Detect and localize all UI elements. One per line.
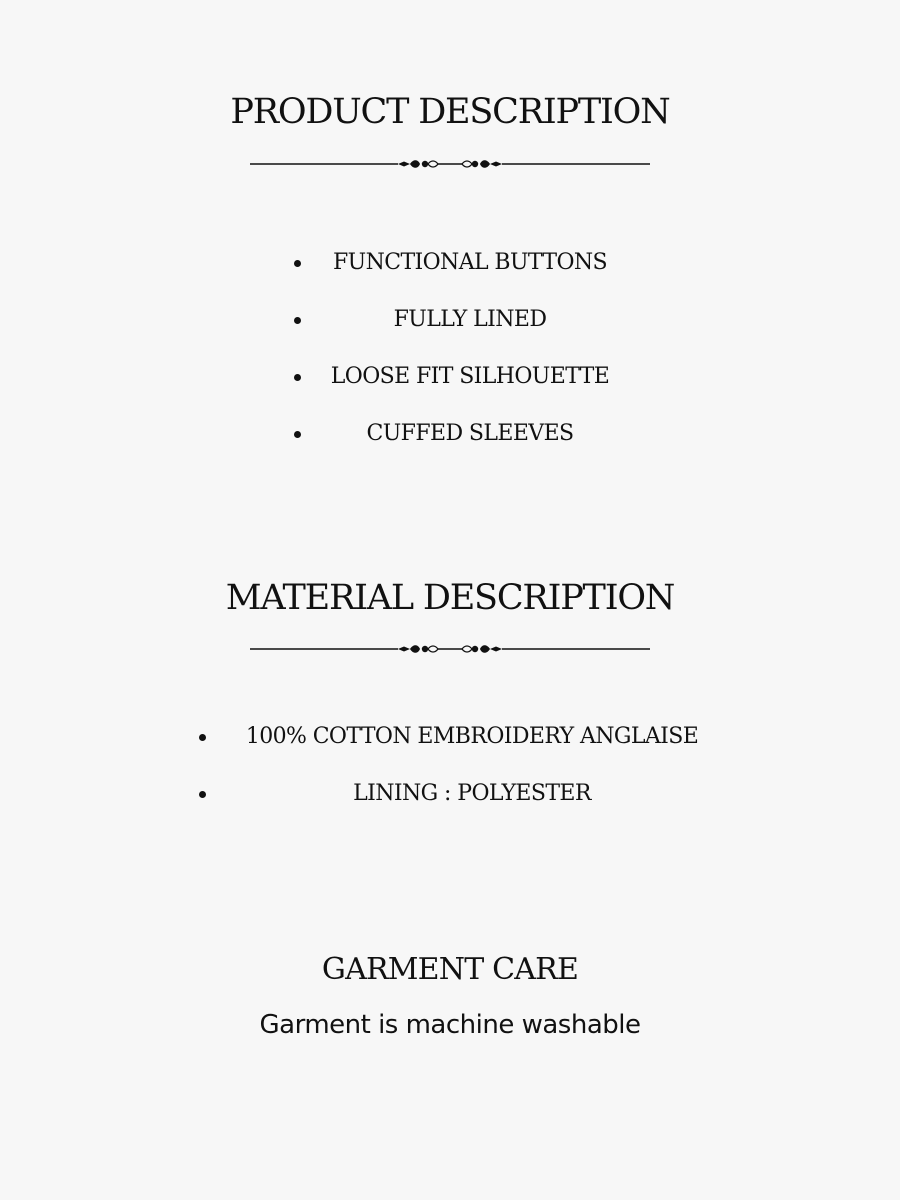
list-item <box>0 363 900 391</box>
list-item <box>0 780 900 808</box>
material-description-heading: MATERIAL DESCRIPTION <box>225 578 675 618</box>
garment-care-text: Garment is machine washable <box>259 1010 641 1040</box>
product-item-text: FULLY LINED <box>393 307 547 332</box>
list-item <box>0 723 900 751</box>
bullet-icon <box>294 317 301 324</box>
product-item-text: CUFFED SLEEVES <box>366 421 574 446</box>
product-item-text: FUNCTIONAL BUTTONS <box>332 250 608 275</box>
garment-care-heading: GARMENT CARE <box>321 952 579 987</box>
list-item <box>0 420 900 448</box>
bullet-icon <box>199 734 206 741</box>
ornamental-divider-icon <box>250 156 650 172</box>
bullet-icon <box>294 260 301 267</box>
bullet-icon <box>294 431 301 438</box>
ornamental-divider-icon <box>250 641 650 657</box>
bullet-icon <box>294 374 301 381</box>
bullet-icon <box>199 791 206 798</box>
material-item-text: 100% COTTON EMBROIDERY ANGLAISE <box>245 724 699 749</box>
product-item-text: LOOSE FIT SILHOUETTE <box>330 364 610 389</box>
product-description-heading: PRODUCT DESCRIPTION <box>230 92 670 132</box>
material-item-text: LINING : POLYESTER <box>353 781 591 806</box>
list-item <box>0 249 900 277</box>
list-item <box>0 306 900 334</box>
